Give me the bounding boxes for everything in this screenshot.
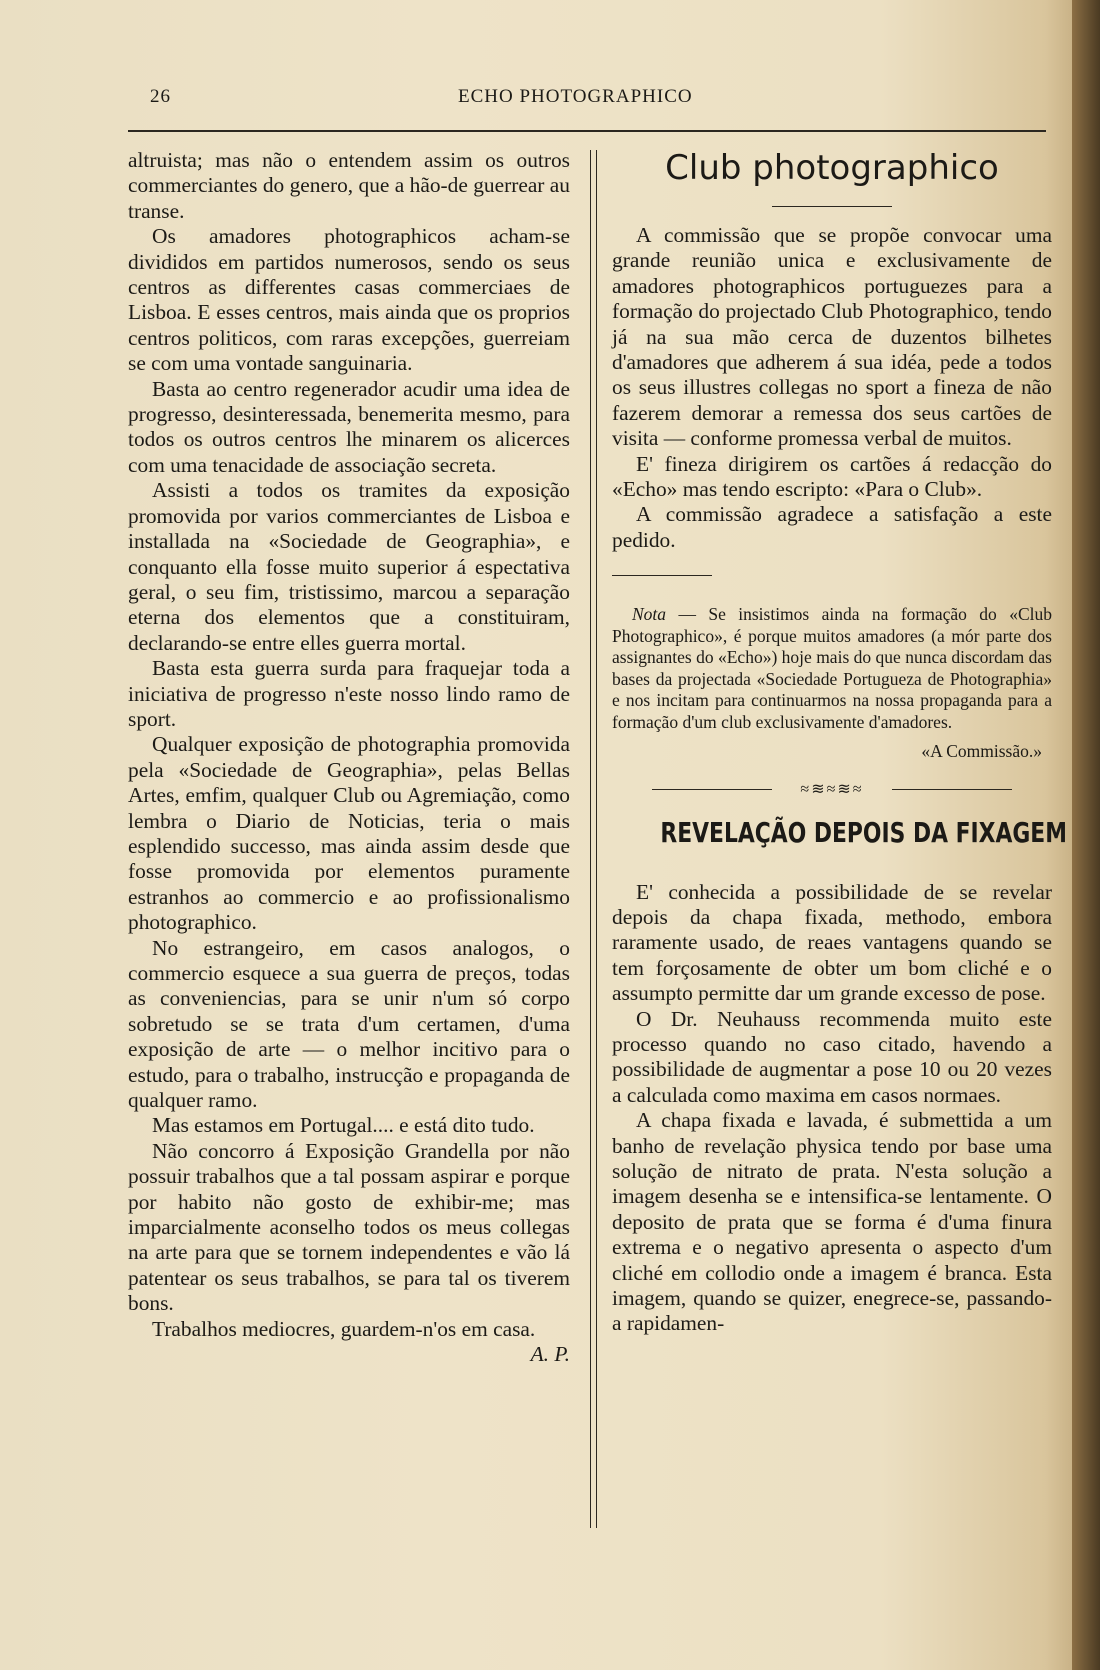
column-divider	[596, 150, 597, 1528]
right-column	[612, 148, 1067, 1568]
paragraph: Os amadores photographicos acham-se divididos em partidos numerosos, sendo os seus centros as differentes casas commerciaes de Lisboa. E esses centros, mais ainda que os proprios centros politicos, com raras excepções, guerreiam se com uma vontade sanguinaria.	[128, 224, 570, 376]
paragraph: Basta ao centro regenerador acudir uma idea de progresso, desinteressada, benemerita mesmo, para todos os outros centros lhe minarem os alicerces com uma tenacidade de associação secreta.	[128, 376, 570, 477]
header-rule	[128, 130, 1046, 132]
ornament-divider	[612, 777, 1052, 802]
paragraph: Qualquer exposição de photographia promovida pela «Sociedade de Geographia», pelas Bellas Artes, emfim, qualquer Club ou Agremiação, como lembra o Diario de Noticias, teria o mais esplendido successo, mas ainda assim desde que fosse promovida por elementos puramente estranhos ao commercio e ao profissionalismo photographico.	[128, 732, 570, 935]
club-section-title: Club photographico	[665, 148, 999, 188]
paragraph: Mas estamos em Portugal.... e está dito tudo.	[152, 1113, 535, 1138]
paragraph: No estrangeiro, em casos analogos, o commercio esquece a sua guerra de preços, todas as conveniencias, para se unir n'um só corpo sobretudo se se trata d'um certamen, d'uma exposição de arte — o melhor incitivo para o estudo, para o trabalho, instrucção e propaganda de qualquer ramo.	[128, 935, 570, 1113]
running-head	[150, 86, 1050, 116]
editor-note	[612, 604, 1052, 733]
paragraph: O Dr. Neuhauss recommenda muito este processo quando no caso citado, havendo a possibilidade de augmentar a pose 10 ou 20 vezes a calculada como maxima em casos normaes.	[612, 1006, 1052, 1107]
journal-title: ECHO PHOTOGRAPHICO	[458, 86, 693, 107]
author-signature: A. P.	[530, 1342, 570, 1367]
note-text: — Se insistimos ainda na formação do «Club Photographico», é porque muitos amadores (a mór parte dos assignantes do «Echo») hoje mais do que nunca discordam das bases da projectada «Sociedade Portugueza de Photographia» e nos incitam para continuarmos na nossa propaganda para a formação d'um club exclusivamente d'amadores.	[612, 604, 1052, 732]
column-divider	[590, 150, 591, 1528]
paragraph: A chapa fixada e lavada, é submettida a um banho de revelação physica tendo por base uma solução de nitrato de prata. N'esta solução a imagem desenha se e intensifica-se lentamente. O deposito de prata que se forma é d'uma finura extrema e o negativo apresenta o aspecto d'um cliché em collodio onde a imagem é branca. Esta imagem, quando se quizer, enegrece-se, passando-a rapidamen-	[612, 1108, 1052, 1336]
paragraph: Basta esta guerra surda para fraquejar toda a iniciativa de progresso n'este nosso lindo ramo de sport.	[128, 656, 570, 731]
page-number: 26	[150, 86, 171, 107]
note-label: Nota	[632, 604, 667, 625]
article-headline: REVELAÇÃO DEPOIS DA FIXAGEM	[660, 816, 1067, 850]
left-column	[128, 148, 570, 1538]
page-spine	[1072, 0, 1100, 1670]
note-rule	[612, 575, 712, 576]
paragraph: Trabalhos mediocres, guardem-n'os em casa.	[152, 1316, 536, 1341]
paragraph: A commissão que se propõe convocar uma grande reunião unica e exclusivamente de amadores photographicos portuguezes para a formação do projectado Club Photographico, tendo já na sua mão cerca de duzentos bilhetes d'amadores que adherem á sua idéa, pede a todos os seus illustres collegas no sport a fineza de não fazerem demorar a remessa dos seus cartões de visita — conforme promessa verbal de muitos.	[612, 223, 1052, 451]
paragraph: Não concorro á Exposição Grandella por não possuir trabalhos que a tal possam aspirar e porque por habito não gosto de exhibir-me; mas imparcialmente aconselho todos os meus collegas na arte para que se tornem independentes e vão lá patentear os seus trabalhos, se para tal os tiverem bons.	[128, 1138, 570, 1316]
note-signature: «A Commissão.»	[921, 741, 1042, 762]
paragraph: Assisti a todos os tramites da exposição promovida por varios commerciantes de Lisboa e installada na «Sociedade de Geographia», e conquanto ella fosse muito superior á espectativa geral, o seu fim, tristissimo, marcou a separação eterna dos elementos que a constituiram, declarando-se entre elles guerra mortal.	[128, 478, 570, 655]
paragraph: E' fineza dirigirem os cartões á redacção do «Echo» mas tendo escripto: «Para o Club».	[612, 451, 1052, 502]
paragraph: A commissão agradece a satisfação a este pedido.	[612, 502, 1052, 552]
paragraph: altruista; mas não o entendem assim os outros commerciantes do genero, que a hão-de guerrear au transe.	[128, 148, 570, 223]
paragraph: E' conhecida a possibilidade de se revelar depois da chapa fixada, methodo, embora raramente usado, de reaes vantagens quando se tem forçosamente de obter um bom cliché e o assumpto permitte dar um grande excesso de pose.	[612, 879, 1052, 1006]
ornament-glyph: ≈≋≈≋≈	[800, 780, 864, 798]
title-rule	[772, 206, 892, 207]
